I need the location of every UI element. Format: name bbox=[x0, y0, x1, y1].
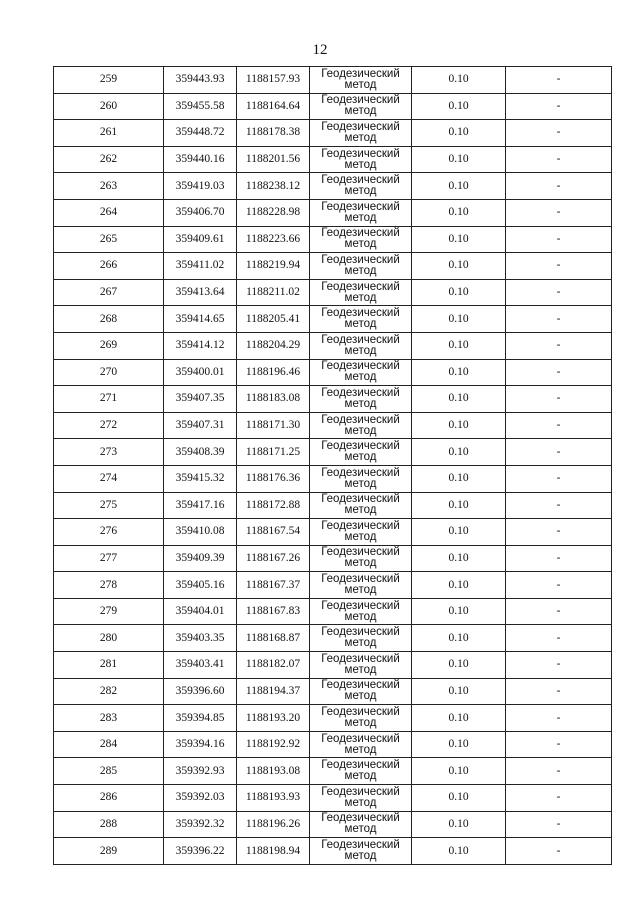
y-coordinate-cell: 1188164.64 bbox=[237, 93, 310, 120]
point-number-cell: 275 bbox=[54, 492, 164, 519]
method-cell: Геодезический метод bbox=[310, 811, 412, 838]
accuracy-cell: 0.10 bbox=[412, 226, 506, 253]
description-cell: - bbox=[506, 625, 612, 652]
description-cell: - bbox=[506, 598, 612, 625]
method-cell: Геодезический метод bbox=[310, 279, 412, 306]
y-coordinate-cell: 1188193.20 bbox=[237, 705, 310, 732]
description-cell: - bbox=[506, 758, 612, 785]
description-cell: - bbox=[506, 279, 612, 306]
point-number-cell: 277 bbox=[54, 545, 164, 572]
x-coordinate-cell: 359409.39 bbox=[164, 545, 237, 572]
y-coordinate-cell: 1188205.41 bbox=[237, 306, 310, 333]
accuracy-cell: 0.10 bbox=[412, 465, 506, 492]
method-cell: Геодезический метод bbox=[310, 173, 412, 200]
description-cell: - bbox=[506, 519, 612, 546]
table-row bbox=[54, 173, 612, 200]
table-row bbox=[54, 652, 612, 679]
x-coordinate-cell: 359419.03 bbox=[164, 173, 237, 200]
description-cell: - bbox=[506, 652, 612, 679]
y-coordinate-cell: 1188193.08 bbox=[237, 758, 310, 785]
x-coordinate-cell: 359403.35 bbox=[164, 625, 237, 652]
table-row bbox=[54, 811, 612, 838]
method-cell: Геодезический метод bbox=[310, 838, 412, 865]
description-cell: - bbox=[506, 253, 612, 280]
y-coordinate-cell: 1188198.94 bbox=[237, 838, 310, 865]
description-cell: - bbox=[506, 572, 612, 599]
point-number-cell: 289 bbox=[54, 838, 164, 865]
x-coordinate-cell: 359394.85 bbox=[164, 705, 237, 732]
accuracy-cell: 0.10 bbox=[412, 705, 506, 732]
point-number-cell: 284 bbox=[54, 731, 164, 758]
y-coordinate-cell: 1188183.08 bbox=[237, 386, 310, 413]
x-coordinate-cell: 359414.12 bbox=[164, 332, 237, 359]
point-number-cell: 272 bbox=[54, 412, 164, 439]
accuracy-cell: 0.10 bbox=[412, 598, 506, 625]
x-coordinate-cell: 359440.16 bbox=[164, 146, 237, 173]
point-number-cell: 269 bbox=[54, 332, 164, 359]
table-row bbox=[54, 120, 612, 147]
x-coordinate-cell: 359407.31 bbox=[164, 412, 237, 439]
table-row bbox=[54, 146, 612, 173]
point-number-cell: 265 bbox=[54, 226, 164, 253]
x-coordinate-cell: 359411.02 bbox=[164, 253, 237, 280]
table-row bbox=[54, 519, 612, 546]
description-cell: - bbox=[506, 465, 612, 492]
table-row bbox=[54, 306, 612, 333]
accuracy-cell: 0.10 bbox=[412, 67, 506, 94]
x-coordinate-cell: 359415.32 bbox=[164, 465, 237, 492]
y-coordinate-cell: 1188238.12 bbox=[237, 173, 310, 200]
x-coordinate-cell: 359404.01 bbox=[164, 598, 237, 625]
accuracy-cell: 0.10 bbox=[412, 412, 506, 439]
point-number-cell: 282 bbox=[54, 678, 164, 705]
x-coordinate-cell: 359455.58 bbox=[164, 93, 237, 120]
description-cell: - bbox=[506, 93, 612, 120]
x-coordinate-cell: 359448.72 bbox=[164, 120, 237, 147]
x-coordinate-cell: 359443.93 bbox=[164, 67, 237, 94]
method-cell: Геодезический метод bbox=[310, 412, 412, 439]
x-coordinate-cell: 359392.03 bbox=[164, 785, 237, 812]
method-cell: Геодезический метод bbox=[310, 306, 412, 333]
x-coordinate-cell: 359407.35 bbox=[164, 386, 237, 413]
accuracy-cell: 0.10 bbox=[412, 253, 506, 280]
description-cell: - bbox=[506, 120, 612, 147]
description-cell: - bbox=[506, 705, 612, 732]
x-coordinate-cell: 359405.16 bbox=[164, 572, 237, 599]
x-coordinate-cell: 359408.39 bbox=[164, 439, 237, 466]
point-number-cell: 285 bbox=[54, 758, 164, 785]
description-cell: - bbox=[506, 811, 612, 838]
method-cell: Геодезический метод bbox=[310, 439, 412, 466]
coordinates-table bbox=[53, 66, 612, 865]
method-cell: Геодезический метод bbox=[310, 359, 412, 386]
y-coordinate-cell: 1188219.94 bbox=[237, 253, 310, 280]
method-cell: Геодезический метод bbox=[310, 625, 412, 652]
accuracy-cell: 0.10 bbox=[412, 652, 506, 679]
accuracy-cell: 0.10 bbox=[412, 306, 506, 333]
point-number-cell: 281 bbox=[54, 652, 164, 679]
accuracy-cell: 0.10 bbox=[412, 93, 506, 120]
accuracy-cell: 0.10 bbox=[412, 492, 506, 519]
table-row bbox=[54, 359, 612, 386]
coordinates-table-body bbox=[54, 67, 612, 865]
accuracy-cell: 0.10 bbox=[412, 146, 506, 173]
point-number-cell: 279 bbox=[54, 598, 164, 625]
description-cell: - bbox=[506, 838, 612, 865]
description-cell: - bbox=[506, 306, 612, 333]
x-coordinate-cell: 359396.60 bbox=[164, 678, 237, 705]
point-number-cell: 273 bbox=[54, 439, 164, 466]
point-number-cell: 259 bbox=[54, 67, 164, 94]
accuracy-cell: 0.10 bbox=[412, 199, 506, 226]
accuracy-cell: 0.10 bbox=[412, 359, 506, 386]
method-cell: Геодезический метод bbox=[310, 652, 412, 679]
y-coordinate-cell: 1188178.38 bbox=[237, 120, 310, 147]
point-number-cell: 286 bbox=[54, 785, 164, 812]
table-row bbox=[54, 625, 612, 652]
accuracy-cell: 0.10 bbox=[412, 731, 506, 758]
description-cell: - bbox=[506, 731, 612, 758]
x-coordinate-cell: 359400.01 bbox=[164, 359, 237, 386]
description-cell: - bbox=[506, 785, 612, 812]
method-cell: Геодезический метод bbox=[310, 93, 412, 120]
x-coordinate-cell: 359403.41 bbox=[164, 652, 237, 679]
y-coordinate-cell: 1188211.02 bbox=[237, 279, 310, 306]
table-row bbox=[54, 386, 612, 413]
method-cell: Геодезический метод bbox=[310, 386, 412, 413]
table-row bbox=[54, 199, 612, 226]
x-coordinate-cell: 359394.16 bbox=[164, 731, 237, 758]
description-cell: - bbox=[506, 226, 612, 253]
accuracy-cell: 0.10 bbox=[412, 838, 506, 865]
accuracy-cell: 0.10 bbox=[412, 625, 506, 652]
point-number-cell: 278 bbox=[54, 572, 164, 599]
x-coordinate-cell: 359392.93 bbox=[164, 758, 237, 785]
y-coordinate-cell: 1188196.26 bbox=[237, 811, 310, 838]
description-cell: - bbox=[506, 199, 612, 226]
method-cell: Геодезический метод bbox=[310, 253, 412, 280]
y-coordinate-cell: 1188223.66 bbox=[237, 226, 310, 253]
description-cell: - bbox=[506, 678, 612, 705]
method-cell: Геодезический метод bbox=[310, 545, 412, 572]
table-row bbox=[54, 465, 612, 492]
method-cell: Геодезический метод bbox=[310, 120, 412, 147]
accuracy-cell: 0.10 bbox=[412, 811, 506, 838]
point-number-cell: 276 bbox=[54, 519, 164, 546]
accuracy-cell: 0.10 bbox=[412, 439, 506, 466]
accuracy-cell: 0.10 bbox=[412, 785, 506, 812]
y-coordinate-cell: 1188176.36 bbox=[237, 465, 310, 492]
description-cell: - bbox=[506, 439, 612, 466]
method-cell: Геодезический метод bbox=[310, 731, 412, 758]
point-number-cell: 270 bbox=[54, 359, 164, 386]
method-cell: Геодезический метод bbox=[310, 199, 412, 226]
table-row bbox=[54, 253, 612, 280]
y-coordinate-cell: 1188196.46 bbox=[237, 359, 310, 386]
x-coordinate-cell: 359409.61 bbox=[164, 226, 237, 253]
method-cell: Геодезический метод bbox=[310, 758, 412, 785]
x-coordinate-cell: 359406.70 bbox=[164, 199, 237, 226]
y-coordinate-cell: 1188168.87 bbox=[237, 625, 310, 652]
table-row bbox=[54, 785, 612, 812]
accuracy-cell: 0.10 bbox=[412, 678, 506, 705]
y-coordinate-cell: 1188171.25 bbox=[237, 439, 310, 466]
method-cell: Геодезический метод bbox=[310, 465, 412, 492]
point-number-cell: 271 bbox=[54, 386, 164, 413]
table-row bbox=[54, 598, 612, 625]
method-cell: Геодезический метод bbox=[310, 705, 412, 732]
x-coordinate-cell: 359413.64 bbox=[164, 279, 237, 306]
method-cell: Геодезический метод bbox=[310, 67, 412, 94]
y-coordinate-cell: 1188194.37 bbox=[237, 678, 310, 705]
y-coordinate-cell: 1188167.37 bbox=[237, 572, 310, 599]
point-number-cell: 261 bbox=[54, 120, 164, 147]
x-coordinate-cell: 359396.22 bbox=[164, 838, 237, 865]
y-coordinate-cell: 1188201.56 bbox=[237, 146, 310, 173]
point-number-cell: 266 bbox=[54, 253, 164, 280]
description-cell: - bbox=[506, 412, 612, 439]
y-coordinate-cell: 1188167.54 bbox=[237, 519, 310, 546]
table-row bbox=[54, 492, 612, 519]
description-cell: - bbox=[506, 146, 612, 173]
accuracy-cell: 0.10 bbox=[412, 545, 506, 572]
y-coordinate-cell: 1188172.88 bbox=[237, 492, 310, 519]
point-number-cell: 268 bbox=[54, 306, 164, 333]
x-coordinate-cell: 359417.16 bbox=[164, 492, 237, 519]
description-cell: - bbox=[506, 173, 612, 200]
method-cell: Геодезический метод bbox=[310, 492, 412, 519]
table-row bbox=[54, 67, 612, 94]
accuracy-cell: 0.10 bbox=[412, 519, 506, 546]
x-coordinate-cell: 359392.32 bbox=[164, 811, 237, 838]
y-coordinate-cell: 1188182.07 bbox=[237, 652, 310, 679]
accuracy-cell: 0.10 bbox=[412, 279, 506, 306]
y-coordinate-cell: 1188167.83 bbox=[237, 598, 310, 625]
point-number-cell: 280 bbox=[54, 625, 164, 652]
description-cell: - bbox=[506, 492, 612, 519]
point-number-cell: 263 bbox=[54, 173, 164, 200]
table-row bbox=[54, 705, 612, 732]
x-coordinate-cell: 359410.08 bbox=[164, 519, 237, 546]
table-row bbox=[54, 758, 612, 785]
table-row bbox=[54, 93, 612, 120]
point-number-cell: 274 bbox=[54, 465, 164, 492]
table-row bbox=[54, 226, 612, 253]
table-row bbox=[54, 412, 612, 439]
table-row bbox=[54, 678, 612, 705]
y-coordinate-cell: 1188193.93 bbox=[237, 785, 310, 812]
accuracy-cell: 0.10 bbox=[412, 332, 506, 359]
point-number-cell: 283 bbox=[54, 705, 164, 732]
table-row bbox=[54, 838, 612, 865]
description-cell: - bbox=[506, 332, 612, 359]
method-cell: Геодезический метод bbox=[310, 146, 412, 173]
point-number-cell: 288 bbox=[54, 811, 164, 838]
description-cell: - bbox=[506, 359, 612, 386]
point-number-cell: 262 bbox=[54, 146, 164, 173]
method-cell: Геодезический метод bbox=[310, 519, 412, 546]
accuracy-cell: 0.10 bbox=[412, 173, 506, 200]
table-row bbox=[54, 572, 612, 599]
description-cell: - bbox=[506, 67, 612, 94]
method-cell: Геодезический метод bbox=[310, 572, 412, 599]
x-coordinate-cell: 359414.65 bbox=[164, 306, 237, 333]
method-cell: Геодезический метод bbox=[310, 598, 412, 625]
y-coordinate-cell: 1188171.30 bbox=[237, 412, 310, 439]
table-row bbox=[54, 279, 612, 306]
method-cell: Геодезический метод bbox=[310, 226, 412, 253]
method-cell: Геодезический метод bbox=[310, 785, 412, 812]
point-number-cell: 260 bbox=[54, 93, 164, 120]
accuracy-cell: 0.10 bbox=[412, 120, 506, 147]
y-coordinate-cell: 1188204.29 bbox=[237, 332, 310, 359]
description-cell: - bbox=[506, 386, 612, 413]
accuracy-cell: 0.10 bbox=[412, 758, 506, 785]
y-coordinate-cell: 1188167.26 bbox=[237, 545, 310, 572]
table-row bbox=[54, 332, 612, 359]
y-coordinate-cell: 1188192.92 bbox=[237, 731, 310, 758]
table-row bbox=[54, 439, 612, 466]
accuracy-cell: 0.10 bbox=[412, 572, 506, 599]
method-cell: Геодезический метод bbox=[310, 678, 412, 705]
table-row bbox=[54, 545, 612, 572]
table-row bbox=[54, 731, 612, 758]
accuracy-cell: 0.10 bbox=[412, 386, 506, 413]
y-coordinate-cell: 1188228.98 bbox=[237, 199, 310, 226]
point-number-cell: 264 bbox=[54, 199, 164, 226]
y-coordinate-cell: 1188157.93 bbox=[237, 67, 310, 94]
description-cell: - bbox=[506, 545, 612, 572]
method-cell: Геодезический метод bbox=[310, 332, 412, 359]
point-number-cell: 267 bbox=[54, 279, 164, 306]
page-number: 12 bbox=[312, 42, 328, 58]
